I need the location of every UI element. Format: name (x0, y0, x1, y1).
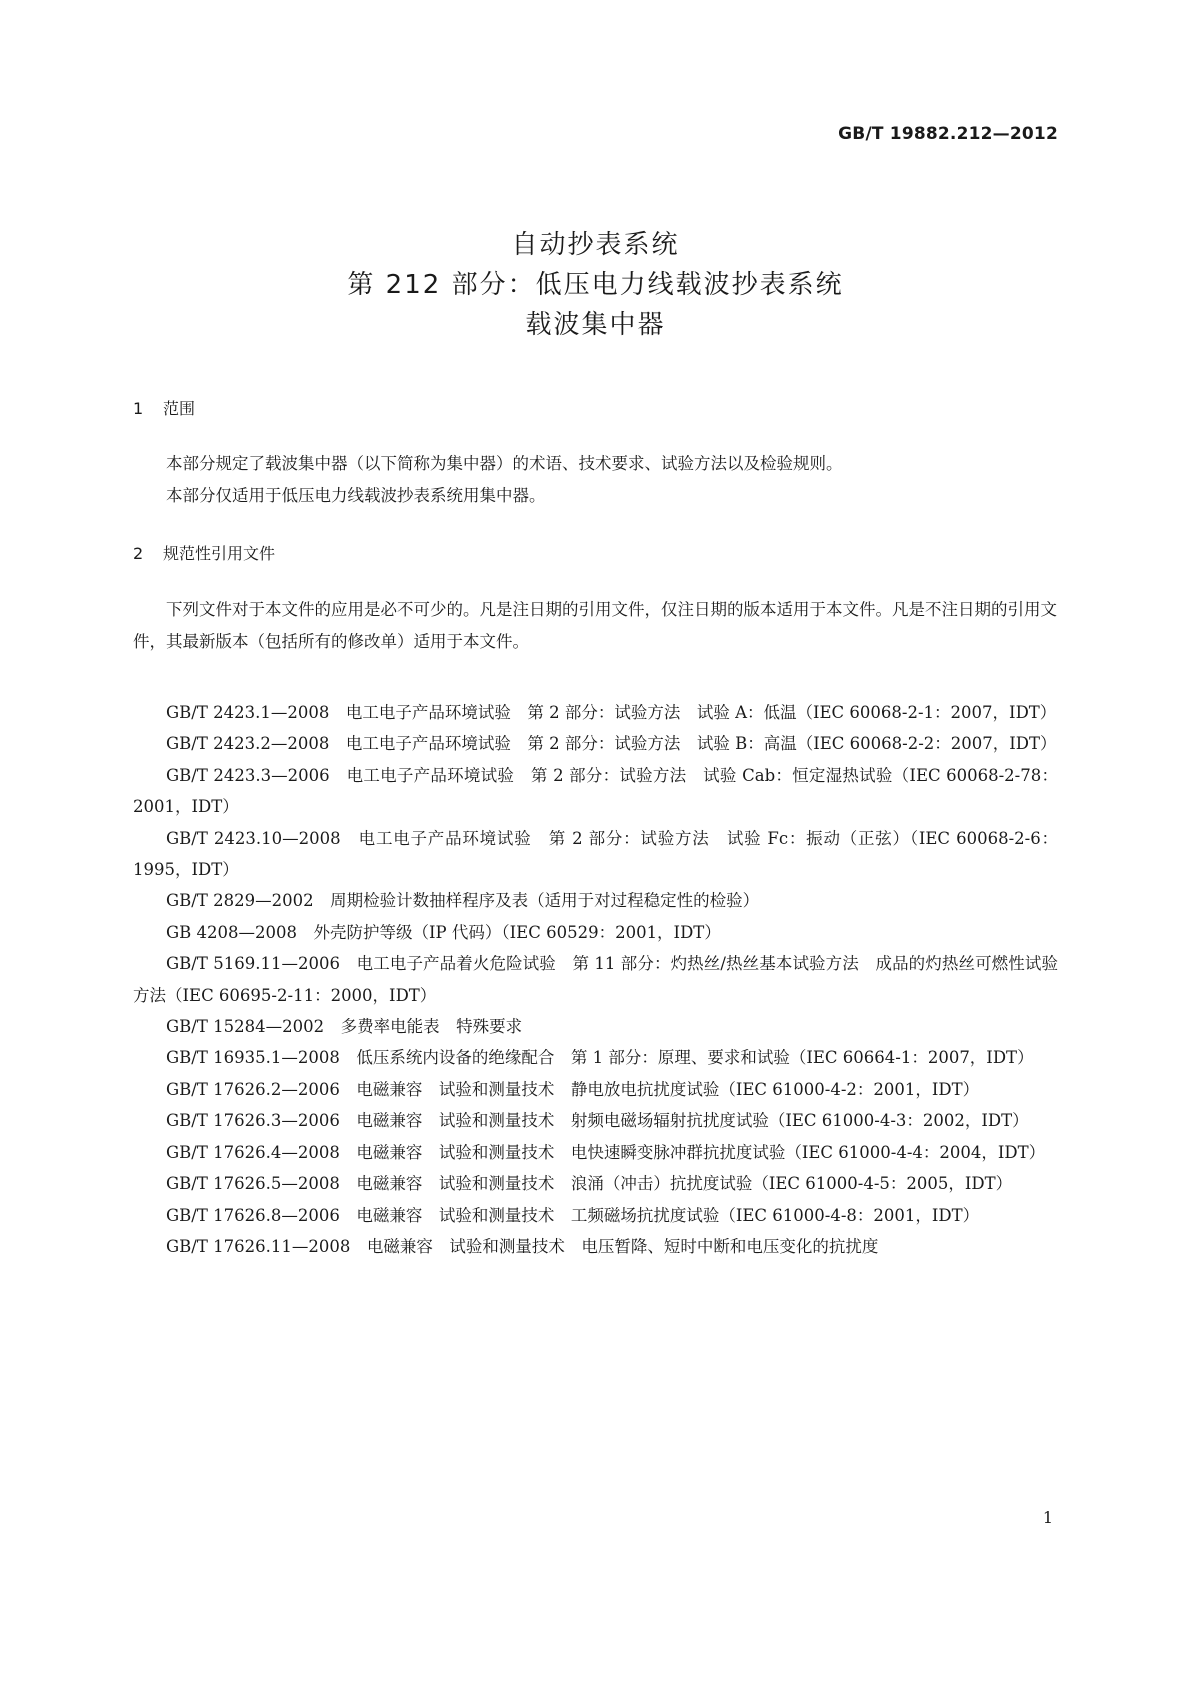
reference-item: GB/T 2423.2—2008 电工电子产品环境试验 第 2 部分：试验方法 试验 B：高温（IEC 60068-2-2：2007，IDT） (166, 734, 1057, 754)
section-2-intro (133, 594, 1058, 657)
reference-item: GB 4208—2008 外壳防护等级（IP 代码）（IEC 60529：2001，IDT） (166, 922, 721, 942)
page-number: 1 (1042, 1508, 1053, 1527)
section-number: 2 (133, 544, 144, 563)
reference-item: GB/T 16935.1—2008 低压系统内设备的绝缘配合 第 1 部分：原理、要求和试验（IEC 60664-1：2007，IDT） (166, 1048, 1034, 1068)
section-1-body (133, 448, 1058, 511)
section-number: 1 (133, 399, 144, 418)
section-1-heading (133, 396, 195, 419)
reference-item: GB/T 17626.8—2006 电磁兼容 试验和测量技术 工频磁场抗扰度试验（IEC 61000-4-8：2001，IDT） (166, 1205, 980, 1225)
reference-item: GB/T 2423.10—2008 电工电子产品环境试验 第 2 部分：试验方法 试验 Fc：振动（正弦）（IEC 60068-2-6：1995，IDT） (133, 828, 1058, 880)
section-title: 规范性引用文件 (163, 544, 276, 563)
paragraph: 下列文件对于本文件的应用是必不可少的。凡是注日期的引用文件，仅注日期的版本适用于本文件。凡是不注日期的引用文件，其最新版本（包括所有的修改单）适用于本文件。 (133, 600, 1057, 651)
paragraph: 本部分规定了载波集中器（以下简称为集中器）的术语、技术要求、试验方法以及检验规则。 (166, 454, 843, 473)
reference-item: GB/T 17626.4—2008 电磁兼容 试验和测量技术 电快速瞬变脉冲群抗扰度试验（IEC 61000-4-4：2004，IDT） (166, 1142, 1046, 1162)
reference-item: GB/T 17626.11—2008 电磁兼容 试验和测量技术 电压暂降、短时中断和电压变化的抗扰度 (166, 1236, 879, 1256)
title-line-2: 第 212 部分：低压电力线载波抄表系统 (347, 270, 844, 300)
title-line-1: 自动抄表系统 (511, 230, 680, 260)
reference-item: GB/T 17626.3—2006 电磁兼容 试验和测量技术 射频电磁场辐射抗扰度试验（IEC 61000-4-3：2002，IDT） (166, 1111, 1029, 1131)
title-line-3: 载波集中器 (525, 310, 666, 340)
reference-item: GB/T 2423.3—2006 电工电子产品环境试验 第 2 部分：试验方法 试验 Cab：恒定湿热试验（IEC 60068-2-78：2001，IDT） (133, 765, 1058, 817)
section-2-heading (133, 541, 275, 564)
section-title: 范围 (163, 399, 196, 418)
document-title (0, 225, 1191, 345)
reference-item: GB/T 2423.1—2008 电工电子产品环境试验 第 2 部分：试验方法 试验 A：低温（IEC 60068-2-1：2007，IDT） (166, 703, 1057, 722)
reference-list (133, 697, 1058, 1262)
reference-item: GB/T 15284—2002 多费率电能表 特殊要求 (166, 1017, 523, 1037)
reference-item: GB/T 17626.5—2008 电磁兼容 试验和测量技术 浪涌（冲击）抗扰度试验（IEC 61000-4-5：2005，IDT） (166, 1174, 1013, 1194)
reference-item: GB/T 5169.11—2006 电工电子产品着火危险试验 第 11 部分：灼热丝/热丝基本试验方法 成品的灼热丝可燃性试验方法（IEC 60695-2-11：2000，IDT） (133, 954, 1058, 1005)
reference-item: GB/T 17626.2—2006 电磁兼容 试验和测量技术 静电放电抗扰度试验（IEC 61000-4-2：2001，IDT） (166, 1079, 980, 1099)
reference-item: GB/T 2829—2002 周期检验计数抽样程序及表（适用于对过程稳定性的检验） (166, 891, 760, 911)
paragraph: 本部分仅适用于低压电力线载波抄表系统用集中器。 (166, 485, 546, 505)
standard-code: GB/T 19882.212—2012 (838, 124, 1058, 144)
